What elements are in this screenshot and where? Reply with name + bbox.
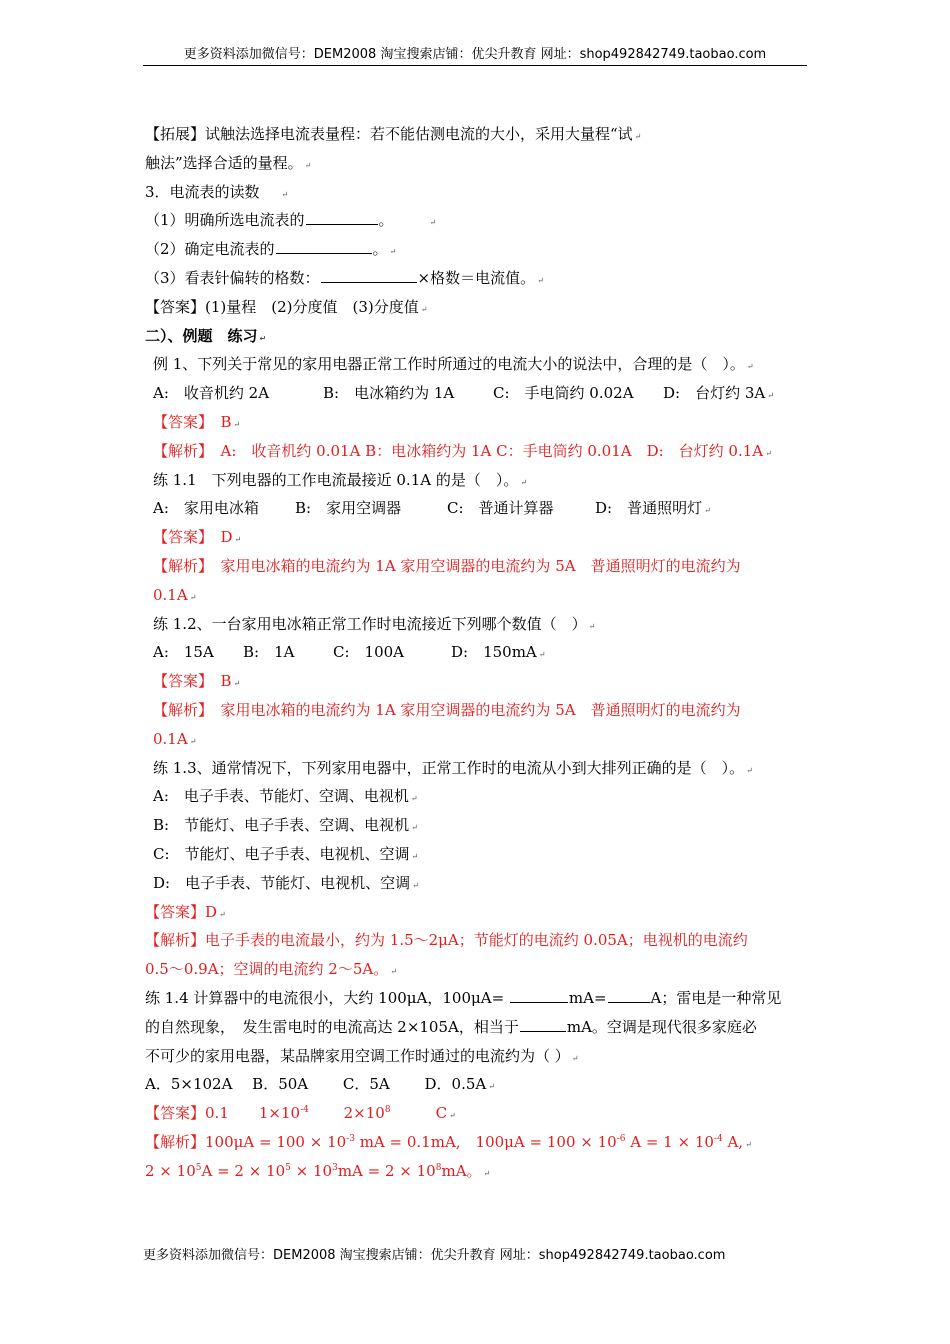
- ex1-2-options: A: 15A B: 1A C: 100A D: 150mA ↵: [145, 638, 815, 667]
- analysis-text: mA = 0.1mA, 100μA = 100 × 10: [354, 1132, 617, 1151]
- question-text: 例 1、下列关于常见的家用电器正常工作时所通过的电流大小的说法中，合理的是（ ）。: [153, 355, 745, 374]
- fill-blank: [321, 268, 417, 283]
- analysis-text: A: 收音机约 0.01A B：电冰箱约为 1A C：手电筒约 0.01A D: 台灯约 0.1A: [205, 441, 764, 460]
- ex1-4-options: A．5×102A B．50A C．5A D．0.5A ↵: [145, 1075, 495, 1094]
- ex1-4-analysis: 【解析】$100\mu A = 100 \times 10^{-3}$ mA = 0.1mA, $100\mu A = 100 \times 10^{-6}$ $A = 1 \times 10^{-4}$ A, ↵: [145, 1132, 752, 1151]
- question-text: 练 1.4 计算器中的电流很小，大约 100μA，100μA=: [145, 988, 509, 1007]
- exponent: -4: [713, 1133, 723, 1144]
- analysis-label: 【解析】: [153, 441, 206, 460]
- ex1-3-option-a: A: 电子手表、节能灯、空调、电视机 ↵: [153, 787, 418, 806]
- analysis-text: 0.1A: [153, 729, 188, 748]
- answer-label: 【答案】: [145, 297, 206, 316]
- ex1-1-analysis: [145, 552, 815, 581]
- analysis-text: A = 2 × 10: [201, 1161, 286, 1180]
- ex1-3-option-c: C: 节能灯、电子手表、电视机、空调 ↵: [153, 844, 419, 863]
- analysis-text: A = 1 × 10: [625, 1132, 714, 1151]
- exponent: 5: [195, 1162, 202, 1173]
- option-c: C: 100A: [333, 643, 404, 662]
- ex1-4-question-2: [145, 1013, 815, 1042]
- answer-text: D: [205, 902, 218, 921]
- fill-blank: [306, 210, 378, 225]
- reading-answer: 【答案】(1)量程 (2)分度值 (3)分度值 ↵: [145, 297, 428, 316]
- extension-text-1: 【拓展】试触法选择电流表量程：若不能估测电流的大小，采用大量程“试: [145, 125, 633, 143]
- fill-blank: [276, 239, 372, 254]
- exponent: 5: [285, 1162, 291, 1173]
- ex1-answer: 【答案】 B ↵: [153, 412, 241, 431]
- analysis-text: 100μA = 100 × 10: [205, 1132, 347, 1151]
- ex1-1-question: 练 1.1 下列电器的工作电流最接近 0.1A 的是（ ）。 ↵: [153, 470, 528, 489]
- ex1-3-option-b: B: 节能灯、电子手表、空调、电视机 ↵: [153, 816, 418, 835]
- ex1-3-option-d: D: 电子手表、节能灯、电视机、空调 ↵: [153, 873, 419, 892]
- exponent: 8: [384, 1105, 391, 1116]
- ex1-analysis: 【解析】 A: 收音机约 0.01A B：电冰箱约为 1A C：手电筒约 0.01A D: 台灯约 0.1A ↵: [153, 441, 772, 460]
- answer-text: (1)量程 (2)分度值 (3)分度值: [205, 297, 419, 316]
- option-d: D: 电子手表、节能灯、电视机、空调: [153, 873, 411, 892]
- ex1-2-analysis-cont: 0.1A ↵: [153, 729, 197, 748]
- analysis-text: A,: [722, 1132, 744, 1151]
- option-c: C: 手电筒约 0.02A: [493, 384, 634, 403]
- question-text: 练 1.3、通常情况下，下列家用电器中，正常工作时的电流从小到大排列正确的是（ ）。: [153, 758, 745, 777]
- option-b: B: 节能灯、电子手表、空调、电视机: [153, 816, 410, 835]
- answer-text: C: [390, 1104, 448, 1123]
- question-text: mA。空调是现代很多家庭必: [566, 1017, 757, 1036]
- analysis-text: mA = 2 × 10: [337, 1161, 436, 1180]
- ex1-2-analysis: [145, 696, 815, 725]
- exponent: -3: [346, 1133, 355, 1144]
- ex1-4-answer: 【答案】0.1 $1\times 10^{-4}$ $2\times 10^8$ C ↵: [145, 1104, 456, 1123]
- reading-title: 3．电流表的读数 ↵: [145, 182, 289, 201]
- analysis-text: × 10: [290, 1161, 333, 1180]
- fill-blank: [510, 988, 568, 1003]
- answer-label: 【答案】: [153, 412, 206, 431]
- ex1-3-analysis-cont: 0.5～0.9A；空调的电流约 2～5A。 ↵: [145, 960, 397, 979]
- answer-text: B: [205, 672, 232, 691]
- document-body: [145, 120, 815, 1185]
- reading-item-1: （1）明确所选电流表的 。 ↵: [145, 211, 437, 230]
- answer-text: 0.1 1×10: [205, 1104, 301, 1123]
- answer-text: 2×10: [308, 1104, 385, 1123]
- answer-label: 【答案】: [153, 672, 206, 691]
- ex1-1-answer: 【答案】 D ↵: [153, 528, 242, 547]
- extension-line-2: 触法”选择合适的量程。 ↵: [145, 153, 312, 172]
- analysis-text: 家用电冰箱的电流约为 1A 家用空调器的电流约为 5A 普通照明灯的电流约为: [205, 556, 741, 575]
- answer-label: 【答案】: [153, 528, 206, 547]
- analysis-text: 0.1A: [153, 585, 188, 604]
- ex1-4-analysis-cont: $2 \times 10^5A = 2 \times 10^5 \times 10^3mA = 2 \times 10^8mA$。 ↵: [145, 1161, 491, 1180]
- section-title: 二）、例题 练习 ↵: [145, 326, 267, 345]
- ex1-3-question: 练 1.3、通常情况下，下列家用电器中，正常工作时的电流从小到大排列正确的是（ ）。 ↵: [153, 758, 753, 777]
- answer-label: 【答案】: [145, 1104, 206, 1123]
- ex1-1-options: A: 家用电冰箱 B: 家用空调器 C: 普通计算器 D: 普通照明灯 ↵: [145, 494, 815, 523]
- question-text: 的自然现象， 发生雷电时的电流高达 2×105A，相当于: [145, 1017, 519, 1036]
- answer-text: B: [205, 412, 232, 431]
- analysis-label: 【解析】: [153, 556, 206, 575]
- ex1-1-analysis-cont: 0.1A ↵: [153, 585, 197, 604]
- ex1-3-analysis: [145, 926, 815, 955]
- fill-blank: [520, 1017, 566, 1032]
- ex1-4-question-1: [145, 984, 815, 1013]
- option-b: B: 家用空调器: [295, 499, 402, 518]
- option-a: A: 收音机约 2A: [153, 384, 270, 403]
- option-c: C: 节能灯、电子手表、电视机、空调: [153, 844, 410, 863]
- ex1-3-answer: 【答案】D ↵: [145, 902, 226, 921]
- exponent: -4: [300, 1105, 309, 1116]
- ex1-4-question-3: 不可少的家用电器，某品牌家用空调工作时通过的电流约为（ ） ↵: [145, 1046, 579, 1065]
- option-d: D: 台灯约 3A: [663, 384, 766, 403]
- page-footer: 更多资料添加微信号：DEM2008 淘宝搜索店铺：优尖升教育 网址：shop492842749.taobao.com: [143, 1248, 726, 1263]
- analysis-text: mA。: [441, 1161, 482, 1180]
- reading-title-text: 3．电流表的读数: [145, 182, 260, 201]
- analysis-text: 2 × 10: [145, 1161, 196, 1180]
- ex1-2-question: 练 1.2、一台家用电冰箱正常工作时电流接近下列哪个数值（ ） ↵: [153, 614, 596, 633]
- option-c: C: 普通计算器: [447, 499, 554, 518]
- reading-item-3-tail: ×格数＝电流值。: [417, 268, 536, 287]
- ex1-options: A: 收音机约 2A B: 电冰箱约为 1A C: 手电筒约 0.02A D: 台灯约 3A ↵: [145, 379, 815, 408]
- analysis-label: 【解析】: [145, 931, 206, 950]
- analysis-text: 家用电冰箱的电流约为 1A 家用空调器的电流约为 5A 普通照明灯的电流约为: [205, 700, 741, 719]
- option-d: D: 150mA: [451, 643, 537, 662]
- option-a: A: 家用电冰箱: [153, 499, 259, 518]
- option-b: B: 1A: [243, 643, 295, 662]
- analysis-label: 【解析】: [145, 1132, 206, 1151]
- reading-item-3: （3）看表针偏转的格数： ×格数＝电流值。 ↵: [145, 268, 544, 287]
- analysis-label: 【解析】: [153, 700, 206, 719]
- reading-item-1-text: （1）明确所选电流表的: [145, 211, 305, 230]
- option-a: A: 电子手表、节能灯、空调、电视机: [153, 787, 409, 806]
- option-b: B: 电冰箱约为 1A: [323, 384, 455, 403]
- option-d: D: 普通照明灯: [595, 499, 703, 518]
- exponent: 8: [435, 1162, 442, 1173]
- ex1-2-answer: 【答案】 B ↵: [153, 672, 241, 691]
- exponent: 3: [332, 1162, 338, 1173]
- extension-line-1: 【拓展】试触法选择电流表量程：若不能估测电流的大小，采用大量程“试 ↵: [145, 125, 642, 143]
- answer-label: 【答案】: [145, 902, 206, 921]
- header-rule: [143, 65, 807, 66]
- ex1-question: 例 1、下列关于常见的家用电器正常工作时所通过的电流大小的说法中，合理的是（ ）。 ↵: [153, 355, 754, 374]
- analysis-text: 0.5～0.9A；空调的电流约 2～5A。: [145, 960, 389, 979]
- page-header: 更多资料添加微信号：DEM2008 淘宝搜索店铺：优尖升教育 网址：shop492842749.taobao.com: [183, 47, 767, 62]
- reading-item-2-text: （2）确定电流表的: [145, 240, 275, 259]
- options-text: A．5×102A B．50A C．5A D．0.5A: [145, 1075, 487, 1094]
- reading-item-2: （2）确定电流表的 。 ↵: [145, 240, 397, 259]
- period: 。: [372, 240, 388, 259]
- question-text: mA=: [568, 988, 607, 1007]
- period: 。: [378, 211, 394, 230]
- question-text: 练 1.2、一台家用电冰箱正常工作时电流接近下列哪个数值（ ）: [153, 614, 587, 633]
- question-text: 练 1.1 下列电器的工作电流最接近 0.1A 的是（ ）。: [153, 470, 519, 489]
- section-title-text: 二）、例题 练习: [145, 326, 258, 345]
- question-text: 不可少的家用电器，某品牌家用空调工作时通过的电流约为（ ）: [145, 1046, 570, 1065]
- exponent: -6: [616, 1133, 626, 1144]
- fill-blank: [608, 988, 650, 1003]
- analysis-text: 电子手表的电流最小，约为 1.5～2μA；节能灯的电流约 0.05A；电视机的电流约: [205, 931, 748, 950]
- option-a: A: 15A: [153, 643, 214, 662]
- answer-text: D: [205, 528, 233, 547]
- reading-item-3-text: （3）看表针偏转的格数：: [145, 268, 320, 287]
- question-text: A；雷电是一种常见: [650, 988, 782, 1007]
- extension-text-2: 触法”选择合适的量程。: [145, 153, 303, 172]
